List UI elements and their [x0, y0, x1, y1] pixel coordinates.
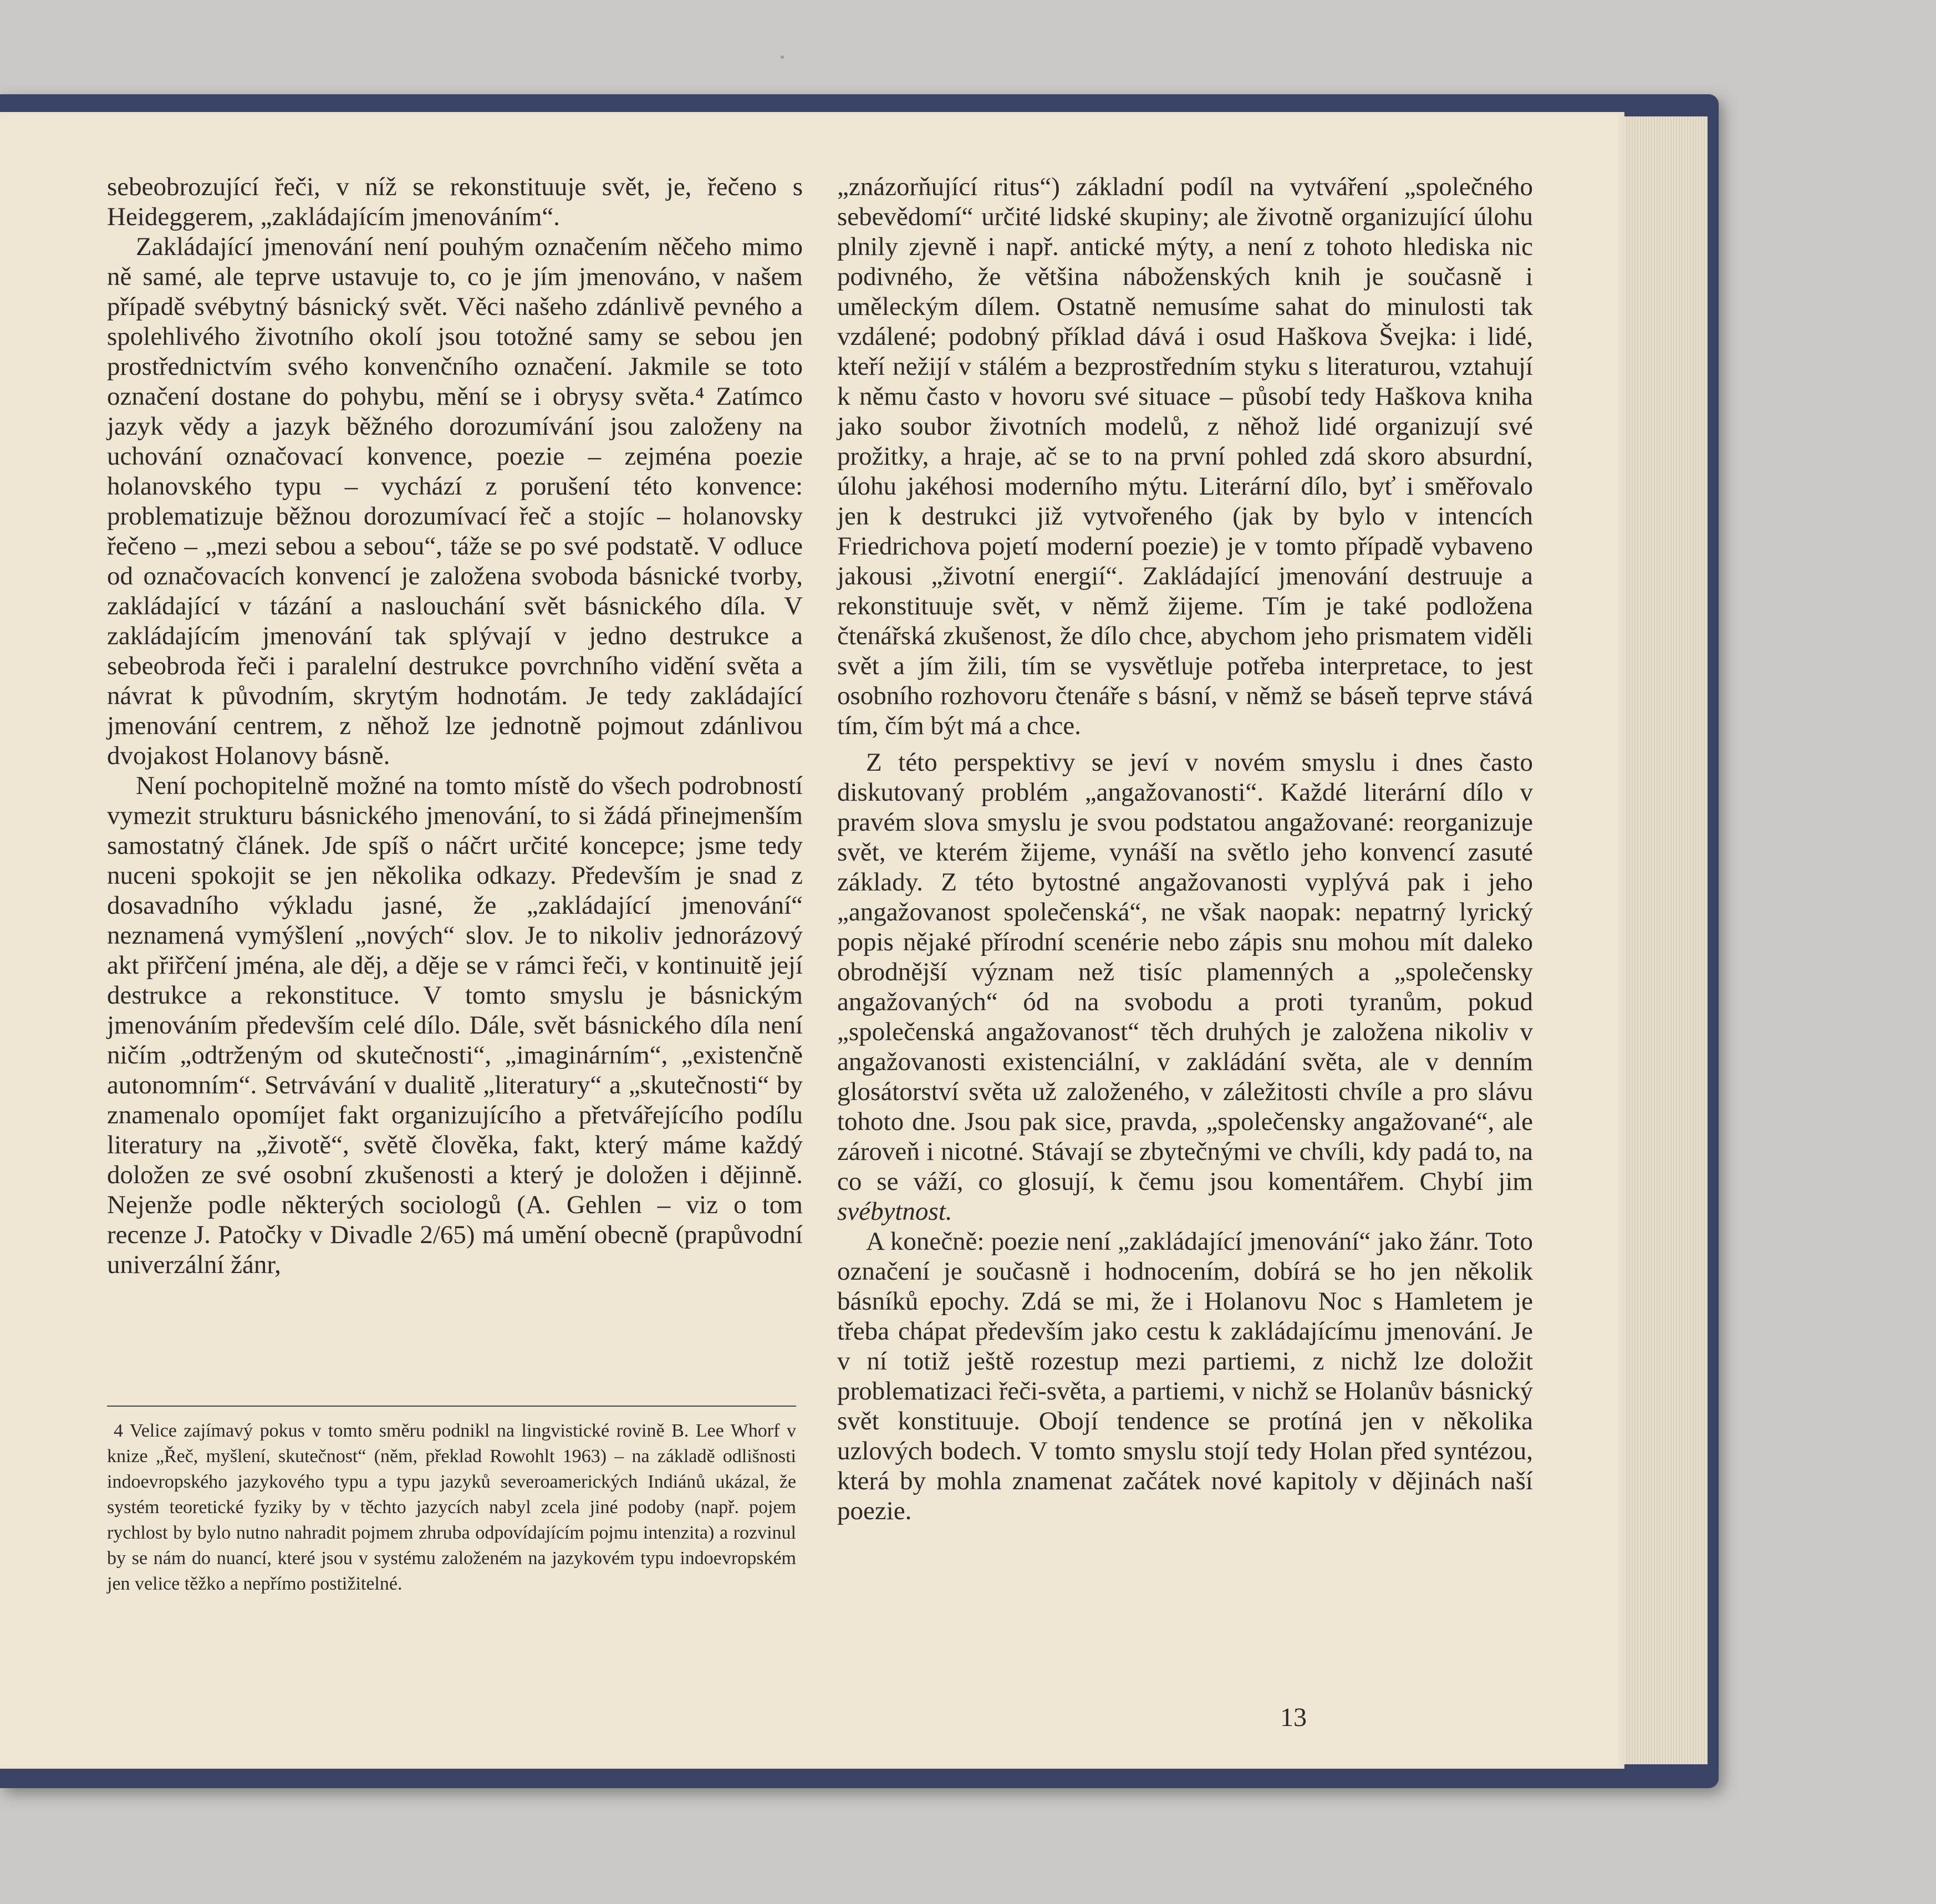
paragraph-text: Z této perspektivy se jeví v novém smyslu i dnes často diskutovaný problém „angažovanosti“. Každé literární dílo v pravém slova smyslu je svou podstatou angažované: reorganizuje svět, ve kterém žijeme, vynáší na světlo jeho konvencí zasuté základy. Z této bytostné angažovanosti vyplývá pak i jeho „angažovanost společenská“, ne však naopak: nepatrný lyrický popis nějaké přírodní scenérie nebo zápis snu mohou mít daleko obrodnější význam než tisíc plamenných a „společensky angažovaných“ ód na svobodu a proti tyranům, pokud „společenská angažovanost“ těch druhých je založena nikoliv v angažovanosti existenciální, v zakládání světa, ale v denním glosátorství světa už založeného, v záležitosti chvíle a pro slávu tohoto dne. Jsou pak sice, pravda, „společensky angažované“, ale zároveň i nicotné. Stávají se zbytečnými ve chvíli, kdy padá to, na co se váží, co glosují, k čemu jsou komentářem. Chybí jim [837, 748, 1533, 1196]
page-edges [1624, 116, 1708, 1764]
page-number: 13 [1280, 1703, 1307, 1732]
paragraph: A konečně: poezie není „zakládající jmenování“ jako žánr. Toto označení je současně i hodnocením, dobírá se ho jen několik básníků epochy. Zdá se mi, že i Holanovu Noc s Hamletem je třeba chápat především jako cestu k zakládajícímu jmenování. Je v ní totiž ještě rozestup mezi partiemi, z nichž lze doložit problematizaci řeči-světa, a partiemi, v nichž se Holanův básnický svět konstituuje. Obojí tendence se protíná jen v několika uzlových bodech. V tomto smyslu stojí tedy Holan před syntézou, která by mohla znamenat začátek nové kapitoly v dějinách naší poezie. [837, 1227, 1533, 1525]
footnote-text: 4 Velice zajímavý pokus v tomto směru podnikl na lingvistické rovině B. Lee Whorf v knize „Řeč, myšlení, skutečnost“ (něm, překlad Rowohlt 1963) – na základě odlišnosti indoevropského jazykového typu a typu jazyků severoamerických Indiánů ukázal, že systém teoretické fyziky by v těchto jazycích nabyl zcela jiné podoby (např. pojem rychlost by bylo nutno nahradit pojmem zhruba odpovídajícím pojmu intenzita) a rozvinul by se nám do nuancí, které jsou v systému založeném na jazykovém typu indoevropském jen velice těžko a nepřímo postižitelné. [107, 1421, 796, 1594]
right-column [837, 172, 1533, 1526]
paragraph: Zakládající jmenování není pouhým označením něčeho mimo ně samé, ale teprve ustavuje to, co je jím jmenováno, v našem případě svébytný básnický svět. Věci našeho zdánlivě pevného a spolehlivého životního okolí jsou totožné samy se sebou jen prostřednictvím svého konvenčního označení. Jakmile se toto označení dostane do pohybu, mění se i obrysy světa.⁴ Zatímco jazyk vědy a jazyk běžného dorozumívání jsou založeny na uchování označovací konvence, poezie – zejména poezie holanovského typu – vychází z porušení této konvence: problematizuje běžnou dorozumívací řeč a stojíc – holanovsky řečeno – „mezi sebou a sebou“, táže se po své podstatě. V odluce od označovacích konvencí je založena svoboda básnické tvorby, zakládající v tázání a naslouchání svět básnického díla. V zakládajícím jmenování tak splývají v jedno destrukce a sebeobroda řeči i paralelní destrukce povrchního vidění světa a návrat k původním, skrytým hodnotám. Je tedy zakládající jmenování centrem, z něhož lze jednotně pojmout zdánlivou dvojakost Holanovy básně. [107, 232, 803, 770]
footnote [107, 1418, 796, 1597]
paragraph: sebeobrozující řeči, v níž se rekonstituuje svět, je, řečeno s Heideggerem, „zakládajícím jmenováním“. [107, 172, 803, 231]
dust-speck [781, 55, 784, 59]
footnote-rule [107, 1406, 796, 1407]
paragraph [837, 747, 1533, 1226]
emphasis-word: svébytnost. [837, 1197, 952, 1226]
paragraph: „znázorňující ritus“) základní podíl na vytváření „společného sebevědomí“ určité lidské skupiny; ale životně organizující úlohu plnily zjevně i např. antické mýty, a není z tohoto hlediska nic podivného, že většina náboženských knih je současně i uměleckým dílem. Ostatně nemusíme sahat do minulosti tak vzdálené; podobný příklad dává i osud Haškova Švejka: i lidé, kteří nežijí v stálém a bezprostředním styku s literaturou, vztahují k němu často v hovoru své situace – působí tedy Haškova kniha jako soubor životních modelů, z něhož lidé organizují své prožitky, a hraje, ač se to na první pohled zdá skoro absurdní, úlohu jakéhosi moderního mýtu. Literární dílo, byť i směřovalo jen k destrukci již vytvořeného (jak by bylo v intencích Friedrichova pojetí moderní poezie) je v tomto případě vybaveno jakousi „životní energií“. Zakládající jmenování destruuje a rekonstituuje svět, v němž žijeme. Tím je také podložena čtenářská zkušenost, že dílo chce, abychom jeho prismatem viděli svět a jím žili, tím se vysvětluje potřeba interpretace, to jest osobního rozhovoru čtenáře s básní, v němž se báseň teprve stává tím, čím být má a chce. [837, 172, 1533, 740]
paragraph: Není pochopitelně možné na tomto místě do všech podrobností vymezit strukturu básnického jmenování, to si žádá přinejmenším samostatný článek. Jde spíš o náčrt určité koncepce; jsme tedy nuceni spokojit se jen několika odkazy. Především je snad z dosavadního výkladu jasné, že „zakládající jmenování“ neznamená vymýšlení „nových“ slov. Je to nikoliv jednorázový akt přiřčení jména, ale děj, a děje se v rámci řeči, v kontinuitě její destrukce a rekonstituce. V tomto smyslu je básnickým jmenováním především celé dílo. Dále, svět básnického díla není ničím „odtrženým od skutečnosti“, „imaginárním“, „existenčně autonomním“. Setrvávání v dualitě „literatury“ a „skutečnosti“ by znamenalo opomíjet fakt organizujícího a přetvářejícího podílu literatury na „životě“, světě člověka, fakt, který máme každý doložen ze své osobní zkušenosti a který je doložen i dějinně. Nejenže podle některých sociologů (A. Gehlen – viz o tom recenze J. Patočky v Divadle 2/65) má umění obecně (prapůvodní univerzální žánr, [107, 771, 803, 1279]
left-column [107, 172, 803, 1280]
